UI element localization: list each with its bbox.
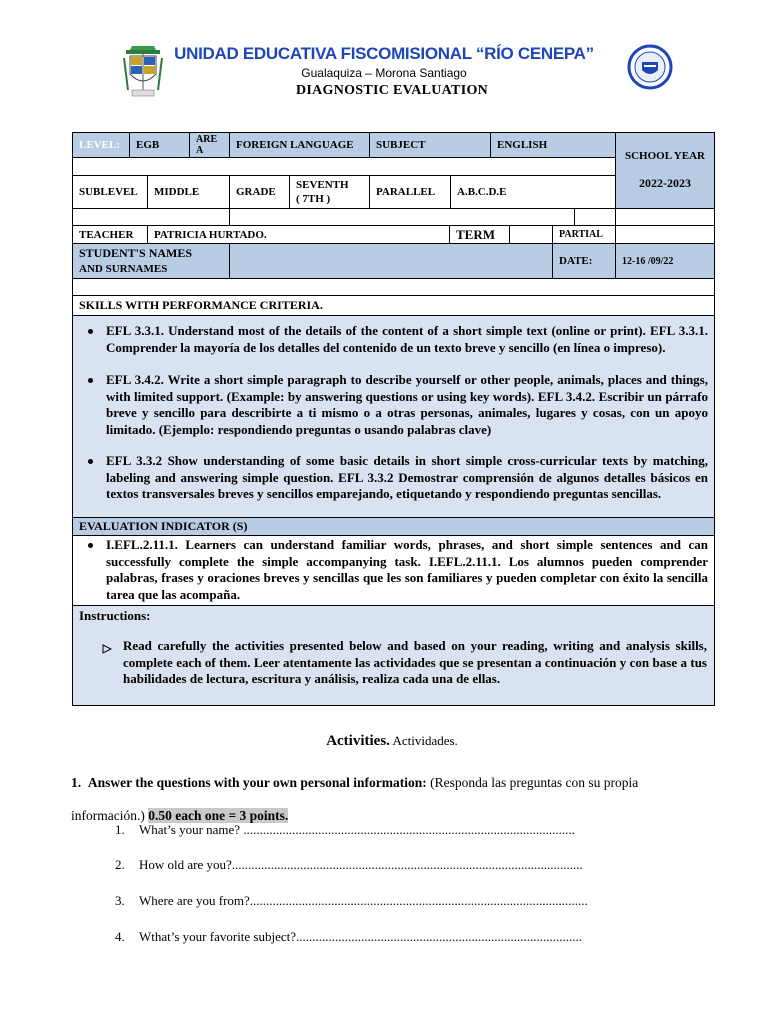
- indicator-item: [106, 537, 708, 603]
- teacher-value: PATRICIA HURTADO.: [147, 225, 450, 244]
- students-label: [72, 243, 230, 279]
- blank-cell: [229, 208, 575, 226]
- sublevel-label: SUBLEVEL: [72, 175, 148, 209]
- parallel-label: PARALLEL: [369, 175, 451, 209]
- students-label-line2: AND SURNAMES: [79, 263, 168, 275]
- grade-value: [289, 175, 370, 209]
- school-year-label: SCHOOL YEAR: [625, 150, 705, 162]
- skill-text: EFL 3.3.1. Understand most of the details of the content of a short simple text (online or print). EFL 3.3.1. Comprender la mayoría de los detalles del contenido de un texto breve y sencillo (en línea o impreso).: [106, 323, 708, 355]
- activities-title: [0, 733, 768, 750]
- blank-cell: [72, 208, 230, 226]
- school-seal-icon: [627, 44, 673, 90]
- q1-points: 0.50 each one = 3 points.: [148, 808, 289, 823]
- bullet-icon: [88, 378, 93, 383]
- partial-value: [615, 225, 715, 244]
- indicator-text: I.EFL.2.11.1. Learners can understand familiar words, phrases, and short simple sentences and can successfully complete the simple accompanying task. I.EFL.2.11.1. Los alumnos pueden comprender palabras, frases y oraciones breves y sencillas que les son familiares y pueden completar con éxito la sencilla tarea que las acompaña.: [106, 537, 708, 602]
- spacer-row: [72, 157, 616, 176]
- question-item[interactable]: [115, 857, 583, 873]
- school-name: UNIDAD EDUCATIVA FISCOMISIONAL “RÍO CENEPA”: [174, 44, 594, 63]
- skill-item: [106, 453, 708, 503]
- partial-label: PARTIAL: [552, 225, 616, 244]
- blank-row: [72, 278, 715, 296]
- students-label-line1: STUDENT'S NAMES: [79, 246, 193, 260]
- question-text: Where are you from?........................................................................................................: [139, 893, 588, 908]
- subject-label: SUBJECT: [369, 132, 491, 158]
- blank-cell: [615, 208, 715, 226]
- q1-spanish-b: información.): [71, 808, 149, 823]
- grade-value-line1: SEVENTH: [296, 179, 349, 191]
- question-text: Wthat’s your favorite subject?........................................................................................: [139, 929, 583, 944]
- question-item[interactable]: [115, 929, 582, 945]
- question-item[interactable]: [115, 893, 588, 909]
- sublevel-value: MIDDLE: [147, 175, 230, 209]
- bullet-icon: [88, 459, 93, 464]
- bullet-icon: [88, 329, 93, 334]
- skills-heading: SKILLS WITH PERFORMANCE CRITERIA.: [72, 295, 715, 316]
- skill-text: EFL 3.4.2. Write a short simple paragraph to describe yourself or other people, animals, places and things, with limited support. (Example: by answering questions or using key words). EFL 3.4.2. Escribir un párrafo breve y sencillo para describirte a ti mismo o a otras personas, animales, lugares y cosas, con un apoyo limitado. (Ejemplo: respondiendo preguntas o usando palabras clave): [106, 372, 708, 437]
- grade-value-line2: ( 7TH ): [296, 193, 331, 205]
- school-location: Gualaquiza – Morona Santiago: [301, 66, 467, 80]
- area-label: ARE A: [189, 132, 230, 158]
- question-number: 3.: [115, 893, 125, 908]
- blank-cell: [574, 208, 616, 226]
- bullet-icon: [88, 543, 93, 548]
- level-label: LEVEL:: [72, 132, 130, 158]
- activities-title-bold: Activities.: [326, 733, 390, 749]
- activities-title-spanish: Actividades.: [389, 733, 458, 748]
- skill-item: [106, 323, 708, 356]
- instructions-text: Read carefully the activities presented below and based on your reading, writing and analysis skills, complete each of them. Leer atentamente las actividades que se presentan a continuación y con base a tus habilidades de lectura, escritura y análisis, realiza cada una de ellas.: [123, 638, 707, 686]
- skill-item: [106, 372, 708, 438]
- school-year-value: 2022-2023: [639, 176, 691, 190]
- instructions-heading: Instructions:: [79, 608, 151, 623]
- term-value: [509, 225, 553, 244]
- date-value: 12-16 /09/22: [615, 243, 715, 279]
- page-title: DIAGNOSTIC EVALUATION: [295, 83, 489, 98]
- grade-label: GRADE: [229, 175, 290, 209]
- question-number: 4.: [115, 929, 125, 944]
- arrow-bullet-icon: [102, 641, 112, 659]
- q1-prompt: Answer the questions with your own personal information:: [87, 775, 427, 790]
- teacher-label: TEACHER: [72, 225, 148, 244]
- q1-number: 1.: [71, 775, 82, 790]
- term-label: TERM: [449, 225, 510, 244]
- subject-value: ENGLISH: [490, 132, 616, 158]
- student-name-field[interactable]: [229, 243, 553, 279]
- q1-spanish-a: (Responda las preguntas con su propia: [426, 775, 639, 790]
- area-value: FOREIGN LANGUAGE: [229, 132, 370, 158]
- level-value: EGB: [129, 132, 190, 158]
- question-number: 1.: [115, 822, 125, 837]
- parallel-value: A.B.C.D.E: [450, 175, 616, 209]
- question-item[interactable]: [115, 822, 575, 838]
- date-label: DATE:: [552, 243, 616, 279]
- skill-text: EFL 3.3.2 Show understanding of some basic details in short simple cross-curricular texts by matching, labeling and answering simple question. EFL 3.3.2 Demostrar comprensión de algunos detalles básicos en textos transversales breves y sencillos emparejando, etiquetando y respondiendo preguntas sencillas.: [106, 453, 708, 501]
- question-text: What’s your name? ......................................................................................................: [139, 822, 575, 837]
- school-year-cell: [615, 132, 715, 209]
- question-number: 2.: [115, 857, 125, 872]
- question-text: How old are you?............................................................................................................: [139, 857, 583, 872]
- indicator-heading: EVALUATION INDICATOR (S): [72, 517, 715, 536]
